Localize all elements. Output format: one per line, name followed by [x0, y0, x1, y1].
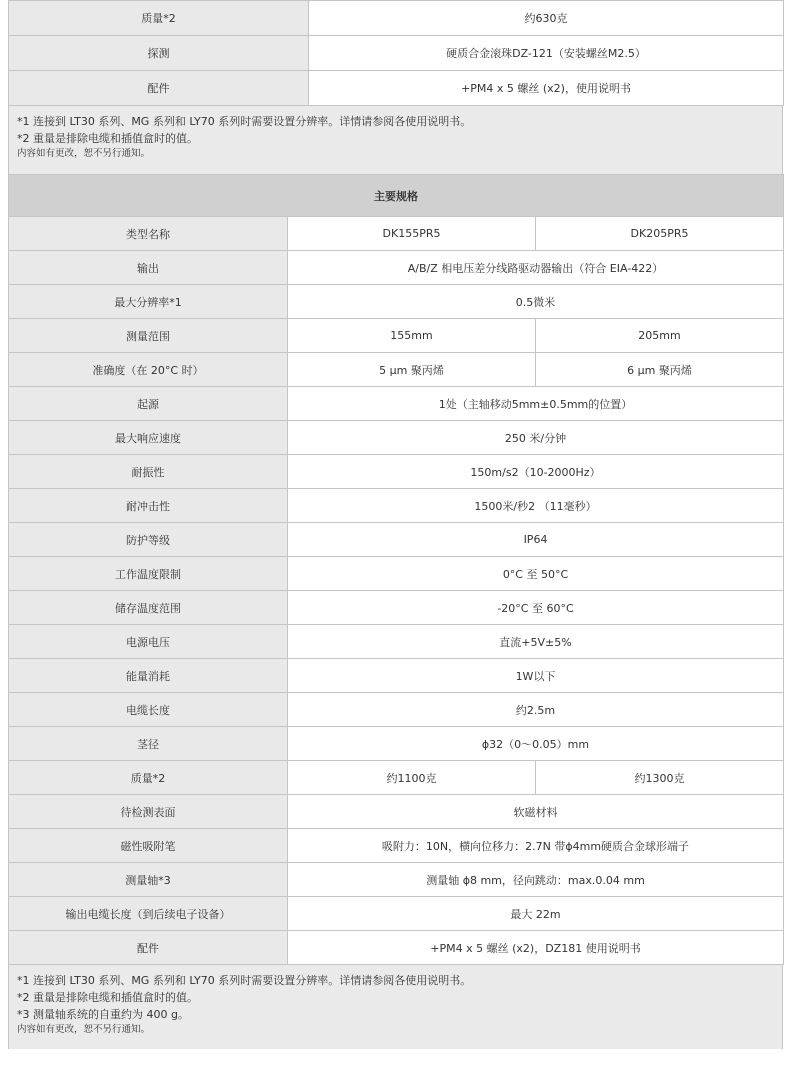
row-value: 吸附力：10N，横向位移力：2.7N 带ϕ4mm硬质合金球形端子 — [288, 829, 784, 863]
row-label: 磁性吸附笔 — [9, 829, 288, 863]
row-label: 质量*2 — [9, 761, 288, 795]
table-row — [9, 489, 784, 523]
row-value: 1处（主轴移动5mm±0.5mm的位置） — [288, 387, 784, 421]
footnote: *1 连接到 LT30 系列、MG 系列和 LY70 系列时需要设置分辨率。详情请参阅各使用说明书。 — [17, 974, 472, 987]
row-value: 约2.5m — [288, 693, 784, 727]
table-row — [9, 863, 784, 897]
row-label: 质量*2 — [9, 1, 309, 36]
row-value: 155mm — [288, 319, 536, 353]
row-value: ϕ32（0～0.05）mm — [288, 727, 784, 761]
table-row — [9, 557, 784, 591]
row-label: 电源电压 — [9, 625, 288, 659]
table-row — [9, 659, 784, 693]
row-label: 耐振性 — [9, 455, 288, 489]
table-row — [9, 591, 784, 625]
row-value: +PM4 x 5 螺丝 (x2)，使用说明书 — [309, 71, 784, 106]
row-label: 耐冲击性 — [9, 489, 288, 523]
row-label: 测量范围 — [9, 319, 288, 353]
table-row — [9, 251, 784, 285]
row-label: 工作温度限制 — [9, 557, 288, 591]
row-label: 类型名称 — [9, 217, 288, 251]
row-value: 约1300克 — [536, 761, 784, 795]
footnote: *1 连接到 LT30 系列、MG 系列和 LY70 系列时需要设置分辨率。详情请参阅各使用说明书。 — [17, 115, 472, 128]
row-label: 茎径 — [9, 727, 288, 761]
table-row — [9, 71, 784, 106]
table-row — [9, 931, 784, 965]
top-spec-table — [8, 0, 784, 106]
row-value: -20°C 至 60°C — [288, 591, 784, 625]
disclaimer: 内容如有更改，恕不另行通知。 — [17, 1024, 151, 1035]
row-value: 1500米/秒2 （11毫秒） — [288, 489, 784, 523]
table-row — [9, 625, 784, 659]
row-label: 最大分辨率*1 — [9, 285, 288, 319]
row-label: 配件 — [9, 71, 309, 106]
table-row — [9, 523, 784, 557]
table-row — [9, 421, 784, 455]
row-value: 5 µm 聚丙烯 — [288, 353, 536, 387]
row-value: +PM4 x 5 螺丝 (x2)，DZ181 使用说明书 — [288, 931, 784, 965]
row-value: 1W以下 — [288, 659, 784, 693]
row-label: 测量轴*3 — [9, 863, 288, 897]
table-header-row — [9, 175, 784, 217]
table-row — [9, 455, 784, 489]
footnote: *2 重量是排除电缆和插值盒时的值。 — [17, 991, 198, 1004]
row-value: 205mm — [536, 319, 784, 353]
row-label: 输出电缆长度（到后续电子设备） — [9, 897, 288, 931]
row-value: 最大 22m — [288, 897, 784, 931]
table-header: 主要规格 — [9, 175, 784, 217]
table-row — [9, 36, 784, 71]
row-value: DK205PR5 — [536, 217, 784, 251]
table-row — [9, 795, 784, 829]
row-label: 能量消耗 — [9, 659, 288, 693]
row-label: 输出 — [9, 251, 288, 285]
table-row — [9, 353, 784, 387]
row-value: 直流+5V±5% — [288, 625, 784, 659]
table-row — [9, 319, 784, 353]
row-value: DK155PR5 — [288, 217, 536, 251]
footnote: *2 重量是排除电缆和插值盒时的值。 — [17, 132, 198, 145]
row-value: 0°C 至 50°C — [288, 557, 784, 591]
row-label: 最大响应速度 — [9, 421, 288, 455]
table-row — [9, 727, 784, 761]
table-row — [9, 897, 784, 931]
table-row — [9, 761, 784, 795]
row-label: 配件 — [9, 931, 288, 965]
main-spec-table — [8, 174, 784, 965]
row-label: 储存温度范围 — [9, 591, 288, 625]
row-value: 测量轴 ϕ8 mm，径向跳动：max.0.04 mm — [288, 863, 784, 897]
table-row — [9, 1, 784, 36]
row-value: 软磁材料 — [288, 795, 784, 829]
disclaimer: 内容如有更改，恕不另行通知。 — [17, 148, 151, 159]
row-value: 硬质合金滚珠DZ-121（安装螺丝M2.5） — [309, 36, 784, 71]
row-label: 电缆长度 — [9, 693, 288, 727]
row-label: 准确度（在 20°C 时） — [9, 353, 288, 387]
row-label: 探测 — [9, 36, 309, 71]
row-value: 6 µm 聚丙烯 — [536, 353, 784, 387]
spec-document — [8, 0, 783, 1049]
table-row — [9, 693, 784, 727]
table-row — [9, 217, 784, 251]
footnotes-top — [8, 106, 783, 174]
row-value: 0.5微米 — [288, 285, 784, 319]
table-row — [9, 285, 784, 319]
table-row — [9, 387, 784, 421]
table-row — [9, 829, 784, 863]
row-label: 起源 — [9, 387, 288, 421]
row-value: 约630克 — [309, 1, 784, 36]
row-value: IP64 — [288, 523, 784, 557]
row-value: A/B/Z 相电压差分线路驱动器输出（符合 EIA-422） — [288, 251, 784, 285]
footnotes-bottom — [8, 965, 783, 1049]
row-value: 250 米/分钟 — [288, 421, 784, 455]
row-value: 约1100克 — [288, 761, 536, 795]
row-value: 150m/s2（10-2000Hz） — [288, 455, 784, 489]
row-label: 待检测表面 — [9, 795, 288, 829]
footnote: *3 测量轴系统的自重约为 400 g。 — [17, 1008, 189, 1021]
row-label: 防护等级 — [9, 523, 288, 557]
